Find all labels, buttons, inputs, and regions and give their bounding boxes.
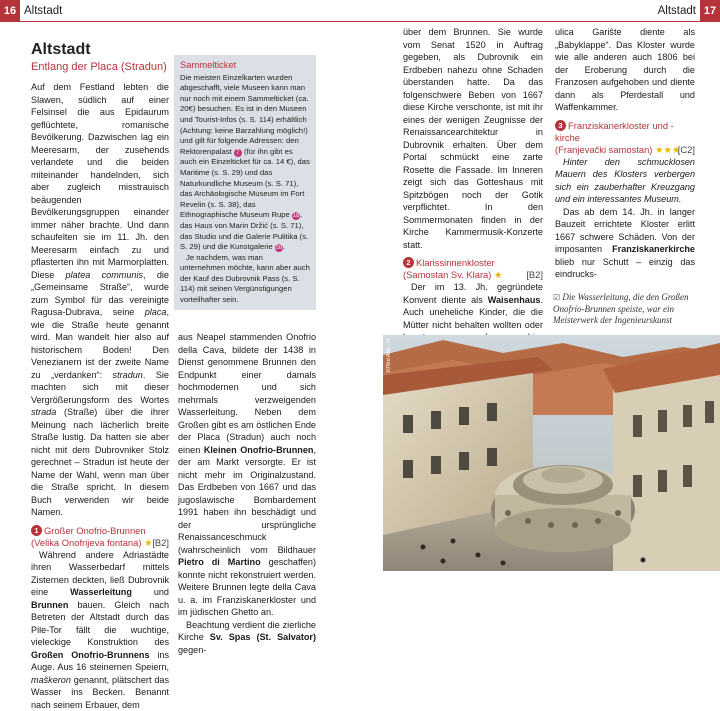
star-icon: ★★★: [655, 144, 680, 155]
header-left: [0, 0, 360, 22]
paragraph: über dem Brunnen. Sie wurde vom Senat 1520 in Auftrag gegeben, als Dubrovnik ein Erdbeben nahezu ohne Schaden überstanden hatte. Da das folgenschwere Beben von 1667 diese Kirche verschonte, ist mit ihr eines der wenigen Zeugnisse der Renaissancearchitektur in Dubrovnik erhalten. Über dem Portal schmückt eine zarte Rosette die Fassade. Im Inneren zeigt sich das Gotteshaus mit Spitzbögen noch der Gotik verpflichtet. In den Sommermonaten finden in der Kirche Kammermusik-Konzerte statt.: [403, 26, 543, 251]
map-grid-ref: [B2]: [152, 537, 169, 549]
star-icon: ★: [494, 269, 502, 280]
sight-heading-2: 2 Klarissinnenkloster (Samostan Sv. Klara) ★ [B2]: [403, 257, 543, 281]
map-grid-ref: [B2]: [526, 269, 543, 281]
sight-number-badge: 2: [403, 257, 414, 268]
photo-caption: ☑ Die Wasserleitung, die den Großen Onofrio-Brunnen speiste, war ein Meisterwerk der Ingenieurskunst: [553, 292, 713, 327]
info-box-title: Sammelticket: [180, 60, 310, 71]
map-pin-icon: 28: [275, 244, 283, 252]
map-pin-icon: 7: [234, 149, 242, 157]
sight-teaser: Hinter den schmucklosen Mauern des Klosters verbergen sich ein zauberhafter Kreuzgang und ein interessantes Museum.: [555, 156, 695, 206]
sight-paragraph-1: Während andere Adriastädte ihren Wasserbedarf mittels Zisternen deckten, ließ Dubrovnik eine Wasserleitung und Brunnen bauen. Gleich nach Betreten der Altstadt durch das Pile-Tor fällt die wuchtige, vieleckige Konstruktion des Großen Onofrio-Brunnens ins Auge. Aus 16 steinernen Speiern, maškeron genannt, plätschert das Wasser ins Becken. Benannt nach seinem Erbauer, dem: [31, 549, 169, 711]
section-subtitle: Entlang der Placa (Stradun): [31, 61, 169, 74]
map-pin-icon: 18: [292, 212, 300, 220]
paragraph: ulica Gariŝte diente als „Babyklappe“. Das Kloster wurde wie alle anderen auch 1806 bei der Eroberung durch die Franzosen aufgehoben und diente dann als Pferdestall und Waffenkammer.: [555, 26, 695, 114]
paragraph: aus Neapel stammenden Onofrio della Cava, bildete der 1438 in Dienst genommene Brunnen den Endpunkt einer damals hochmodernen und sich mehrmals verzweigenden Wasserleitung. Neben dem Großen gibt es am östlichen Ende der Placa (Stradun) auch noch einen Kleinen Onofrio-Brunnen, der am Markt versorgte. Er ist nicht mehr im Originalzustand. Das Erdbeben von 1667 und das jugoslawische Bombardement 1991 haben ihn beschädigt und der ursprüngliche Renaissanceschmuck (wahrscheinlich vom Bildhauer Pietro di Martino geschaffen) konnte nicht rekonstruiert werden. Weitere Brunnen legte della Cava u. a. im Franziskanerkloster und im jüdischen Ghetto an.: [178, 331, 316, 619]
running-title-right: Altstadt: [654, 5, 700, 17]
page-number-right: 17: [700, 0, 720, 22]
column-2: [178, 331, 316, 656]
page-title: Altstadt: [31, 44, 169, 57]
sight-number-badge: 1: [31, 525, 42, 536]
photo-credit: 079rd Abb.: rs: [386, 338, 392, 372]
intro-paragraph: Auf dem Festland lebten die Slawen, südlich auf einer Felsinsel die aus Epidaurum geflüchtete, romanische Bevölkerung. Dazwischen lag ein Meeresarm, der zusehends verlandete und die beiden miteinander handelnden, sich aber zugleich misstrauisch beäugenden Bevölkerungsgruppen einander immer näher brachte. Und dann schaufelten sie im 11. Jh. den Meeresarm einfach zu und pflasterten ihn mit Marmorplatten. Diese platea communis, die „Gemeinsame Straße“, wurde zum Symbol für das vereinigte Ragusa-Dubrava, seine placa, wie die Straße heute genannt wird. Man wandelt hier also auf historischem Boden! Den Venezianern ist der zweite Name zu „verdanken“: stradun. Sie machten sich mit dieser Vergrößerungsform des Wortes strada (Straße) über die ihrer Meinung nach lächerlich breite Straße lustig. Da hatten sie aber nicht mit dem Dubrovniker Stolz gerechnet – Stradun ist heute der Name der Wahl, wenn man über die Straße spricht. In diesem Buch verwenden wir beide Namen.: [31, 81, 169, 519]
sight-heading-3: 3 Franziskanerkloster und -kirche (Franjevački samostan) ★★★ [C2]: [555, 120, 695, 156]
star-icon: ★: [144, 537, 152, 548]
sight-heading-1: 1 Großer Onofrio-Brunnen (Velika Onofrijeva fontana) ★ [B2]: [31, 525, 169, 549]
info-box-sammelticket: [174, 55, 316, 310]
map-grid-ref: [C2]: [678, 144, 695, 156]
fountain-photo-illustration: [383, 335, 720, 571]
info-box-paragraph-2: Je nachdem, was man unternehmen möchte, kann aber auch der Kauf des Dubrovnik Pass (s. S. 114) mit seinen Vergünstigungen vorteilhafter sein.: [180, 253, 310, 306]
sight-number-badge: 3: [555, 120, 566, 131]
paragraph: Beachtung verdient die zierliche Kirche Sv. Spas (St. Salvator) gegen-: [178, 619, 316, 657]
caption-arrow-icon: ☑: [553, 293, 560, 302]
header-right: [360, 0, 720, 22]
sight-paragraph-2: Der im 13. Jh. gegründete Konvent diente als Waisenhaus. Auch uneheliche Kinder, die die Mütter nicht behalten wollten oder: [403, 281, 543, 394]
info-box-paragraph-1: Die meisten Einzelkarten wurden abgeschafft, viele Museen kann man nur noch mit einem Sammelticket (ca. 20€) besuchen. Es ist in den Museen und Tourist-Infos (s. S. 114) erhältlich (Achtung: keine Barzahlung möglich!) und gilt für folgende Adressen: den Rektorenpalast 7 (für ihn gibt es auch ein Einzelticket für ca. 14 €), das Maritime (s. S. 29) und das Naturkundliche Museum (s. S. 71), das Archäologische Museum im Fort Revelin (s. S. 38), das Ethnographische Museum Rupe 18, das Haus von Marin Držić (s. S. 71), das Studio und die Galerie Pulitika (s. S. 29) und die Kunstgalerie 28.: [180, 73, 310, 253]
photo-onofrio-fountain: [383, 335, 720, 571]
page-number-left: 16: [0, 0, 20, 22]
running-title-left: Altstadt: [20, 5, 66, 17]
sight-paragraph-3: Das ab dem 14. Jh. in langer Bauzeit errichtete Kloster erlitt 1667 schwere Schäden. Von der imposanten Franziskanerkirche blieb nur Schutt – einzig das eindrucks-: [555, 206, 695, 281]
column-4: [555, 26, 695, 281]
column-1: [31, 44, 169, 711]
